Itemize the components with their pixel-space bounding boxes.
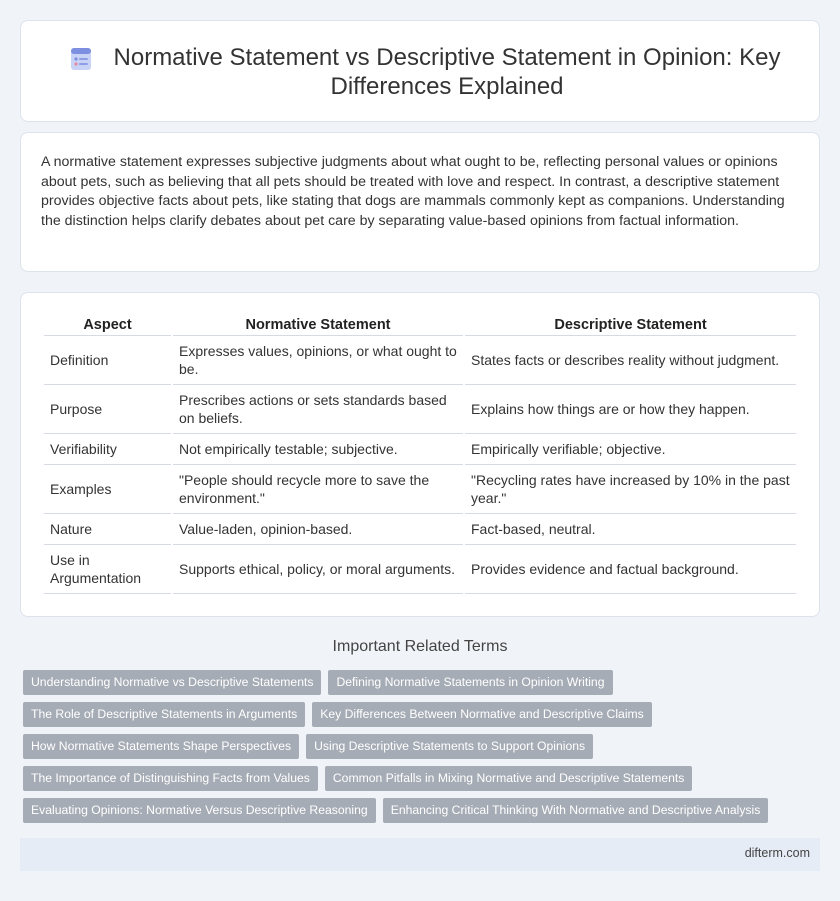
table-row — [44, 385, 796, 434]
normative-cell: Not empirically testable; subjective. — [173, 434, 463, 465]
descriptive-cell: Empirically verifiable; objective. — [465, 434, 796, 465]
aspect-cell: Examples — [44, 465, 171, 514]
related-term-tag[interactable]: The Role of Descriptive Statements in Arguments — [23, 702, 305, 727]
comparison-table — [42, 314, 798, 594]
aspect-cell: Nature — [44, 514, 171, 545]
normative-cell: "People should recycle more to save the environment." — [173, 465, 463, 514]
tag-row — [23, 766, 823, 791]
aspect-cell: Definition — [44, 336, 171, 385]
related-term-tag[interactable]: The Importance of Distinguishing Facts from Values — [23, 766, 318, 791]
table-row — [44, 434, 796, 465]
intro-paragraph: A normative statement expresses subjective judgments about what ought to be, reflecting personal values or opinions about pets, such as believing that all pets should be treated with love and respect. In contrast, a descriptive statement provides objective facts about pets, like stating that dogs are mammals commonly kept as companions. Understanding the distinction helps clarify debates about pet care by separating value-based opinions from factual information. — [41, 154, 785, 229]
table-row — [44, 545, 796, 594]
table-row — [44, 336, 796, 385]
table-row — [44, 465, 796, 514]
table-header-row — [44, 314, 796, 336]
page-title: Normative Statement vs Descriptive Statement in Opinion: Key Differences Explained — [113, 44, 781, 100]
related-term-tag[interactable]: Common Pitfalls in Mixing Normative and Descriptive Statements — [325, 766, 693, 791]
descriptive-cell: "Recycling rates have increased by 10% in the past year." — [465, 465, 796, 514]
descriptive-cell: Explains how things are or how they happen. — [465, 385, 796, 434]
footer-bar — [20, 838, 820, 871]
site-name[interactable]: difterm.com — [744, 846, 810, 860]
header-descriptive: Descriptive Statement — [465, 314, 796, 336]
descriptive-cell: Provides evidence and factual background. — [465, 545, 796, 594]
related-term-tag[interactable]: Enhancing Critical Thinking With Normative and Descriptive Analysis — [383, 798, 769, 823]
related-term-tag[interactable]: Defining Normative Statements in Opinion Writing — [328, 670, 612, 695]
header-aspect: Aspect — [44, 314, 171, 336]
normative-cell: Prescribes actions or sets standards based on beliefs. — [173, 385, 463, 434]
descriptive-cell: Fact-based, neutral. — [465, 514, 796, 545]
tag-row — [23, 670, 823, 695]
related-term-tag[interactable]: Evaluating Opinions: Normative Versus Descriptive Reasoning — [23, 798, 376, 823]
related-term-tag[interactable]: How Normative Statements Shape Perspectives — [23, 734, 299, 759]
tag-row — [23, 798, 823, 823]
related-term-tag[interactable]: Key Differences Between Normative and Descriptive Claims — [312, 702, 652, 727]
tag-row — [23, 702, 823, 727]
related-term-tag[interactable]: Understanding Normative vs Descriptive Statements — [23, 670, 321, 695]
header-card — [20, 20, 820, 122]
aspect-cell: Use in Argumentation — [44, 545, 171, 594]
table-row — [44, 514, 796, 545]
tag-row — [23, 734, 823, 759]
normative-cell: Value-laden, opinion-based. — [173, 514, 463, 545]
document-list-icon — [68, 47, 94, 71]
aspect-cell: Verifiability — [44, 434, 171, 465]
related-term-tag[interactable]: Using Descriptive Statements to Support Opinions — [306, 734, 593, 759]
intro-card — [20, 132, 820, 272]
aspect-cell: Purpose — [44, 385, 171, 434]
related-terms-heading: Important Related Terms — [332, 638, 508, 655]
normative-cell: Supports ethical, policy, or moral arguments. — [173, 545, 463, 594]
normative-cell: Expresses values, opinions, or what ought to be. — [173, 336, 463, 385]
comparison-card — [20, 292, 820, 617]
header-normative: Normative Statement — [173, 314, 463, 336]
descriptive-cell: States facts or describes reality without judgment. — [465, 336, 796, 385]
related-terms-list — [23, 670, 823, 830]
